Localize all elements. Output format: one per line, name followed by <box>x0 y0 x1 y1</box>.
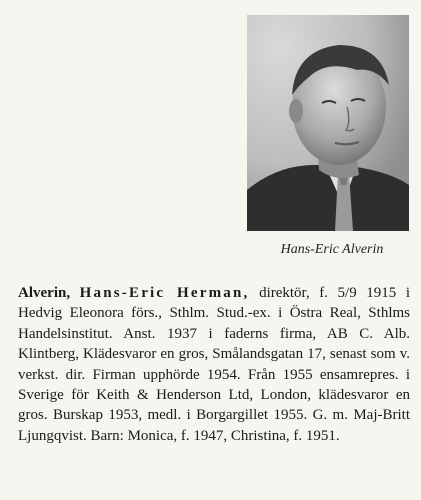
entry-text: direktör, f. 5/9 1915 i Hedvig Eleonora förs., Sthlm. Stud.-ex. i Östra Real, Sthlms Handelsinstitut. Anst. 1937 i faderns firma, AB C. Alb. Klintberg, Klädesvaror en gros, Smålandsgatan 17, senast som v. verkst. dir. Firman upphörde 1954. Från 1955 ensamrepres. i Sverige för Keith & Henderson Ltd, London, klädesvaror en gros. Burskap 1953, medl. i Borgargillet 1955. G. m. Maj-Britt Ljungqvist. Barn: Monica, f. 1947, Christina, f. 1951. <box>18 285 410 444</box>
portrait-illustration <box>247 15 409 231</box>
entry-given-names: Hans-Eric Herman, <box>79 285 250 301</box>
portrait-photo <box>247 15 409 231</box>
biography-entry <box>18 283 410 446</box>
portrait-caption: Hans-Eric Alverin <box>280 242 384 257</box>
entry-surname: Alverin, <box>18 285 71 301</box>
